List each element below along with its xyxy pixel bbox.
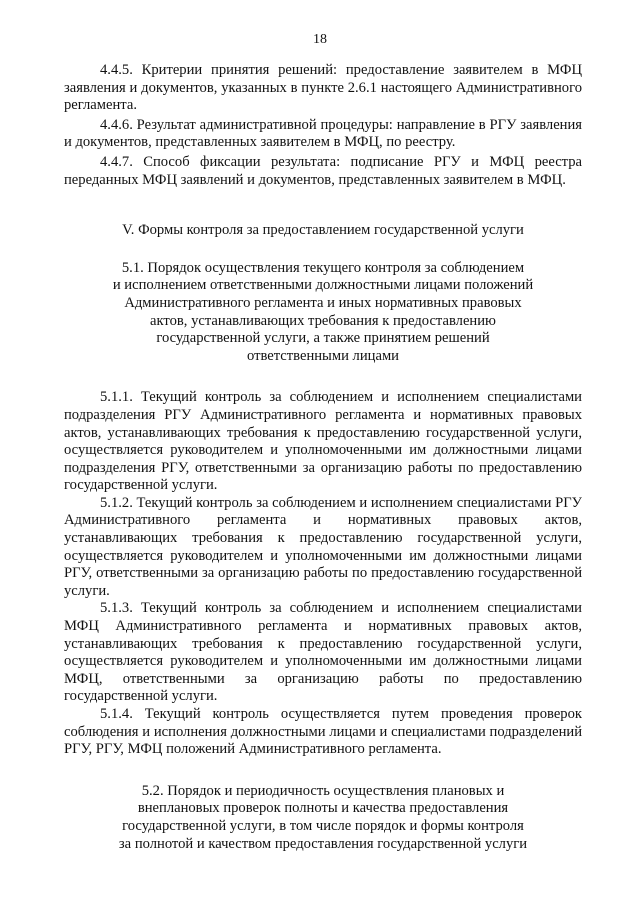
heading-5-1-line: актов, устанавливающих требования к предоставлению <box>150 312 496 329</box>
heading-5-1-line: Административного регламента и иных нормативных правовых <box>124 294 522 311</box>
heading-5-2-line: государственной услуги, в том числе порядок и формы контроля <box>122 817 524 834</box>
heading-5-2-line: внеплановых проверок полноты и качества предоставления <box>137 800 509 817</box>
heading-5-1-line: 5.1. Порядок осуществления текущего контроля за соблюдением <box>121 259 525 276</box>
heading-5-2-line: за полнотой и качеством предоставления государственной услуги <box>118 835 528 852</box>
heading-5-2-line: 5.2. Порядок и периодичность осуществления плановых и <box>141 782 505 799</box>
page-number: 18 <box>313 32 327 47</box>
heading-5-1-line: ответственными лицами <box>246 347 399 364</box>
paragraph-5-1-4: 5.1.4. Текущий контроль осуществляется путем проведения проверок соблюдения и исполнения должностными лицами и специалистами подразделений РГУ, РГУ, МФЦ положений Административного регламента. <box>64 706 582 758</box>
paragraph-4-4-5: 4.4.5. Критерии принятия решений: предоставление заявителем в МФЦ заявления и документов, указанных в пункте 2.6.1 настоящего Административного регламента. <box>64 62 582 114</box>
heading-5-1-line: и исполнением ответственными должностными лицами положений <box>112 277 534 294</box>
heading-5-1-line: государственной услуги, а также принятием решений <box>156 330 490 347</box>
paragraph-5-1-2: 5.1.2. Текущий контроль за соблюдением и исполнением специалистами РГУ Административного регламента и нормативных правовых актов, устанавливающих требования к предоставлению государственной услуги, осуществляется руководителем и уполномоченными им должностными лицами РГУ, ответственными за организацию работы по предоставлению государственной услуги. <box>64 494 582 599</box>
paragraph-4-4-6: 4.4.6. Результат административной процедуры: направление в РГУ заявления и документов, представленных заявителем в МФЦ, по реестру. <box>64 116 582 151</box>
paragraph-5-1-1: 5.1.1. Текущий контроль за соблюдением и исполнением специалистами подразделения РГУ Административного регламента и нормативных правовых актов, устанавливающих требования к предоставлению государственной услуги, осуществляется руководителем и уполномоченными им должностными лицами подразделения РГУ, ответственными за организацию работы по предоставлению государственной услуги. <box>64 389 582 494</box>
heading-5-1 <box>64 260 582 366</box>
document-body <box>64 62 582 853</box>
paragraph-5-1-3: 5.1.3. Текущий контроль за соблюдением и исполнением специалистами МФЦ Административного регламента и нормативных правовых актов, устанавливающих требования к предоставлению государственной услуги, осуществляется руководителем и уполномоченными им должностными лицами МФЦ, ответственными за организацию работы по предоставлению государственной услуги. <box>64 600 582 705</box>
paragraph-4-4-7: 4.4.7. Способ фиксации результата: подписание РГУ и МФЦ реестра переданных МФЦ заявлений и документов, представленных заявителем в МФЦ. <box>64 153 582 188</box>
section-v-heading: V. Формы контроля за предоставлением государственной услуги <box>122 222 524 239</box>
heading-5-2 <box>64 783 582 853</box>
